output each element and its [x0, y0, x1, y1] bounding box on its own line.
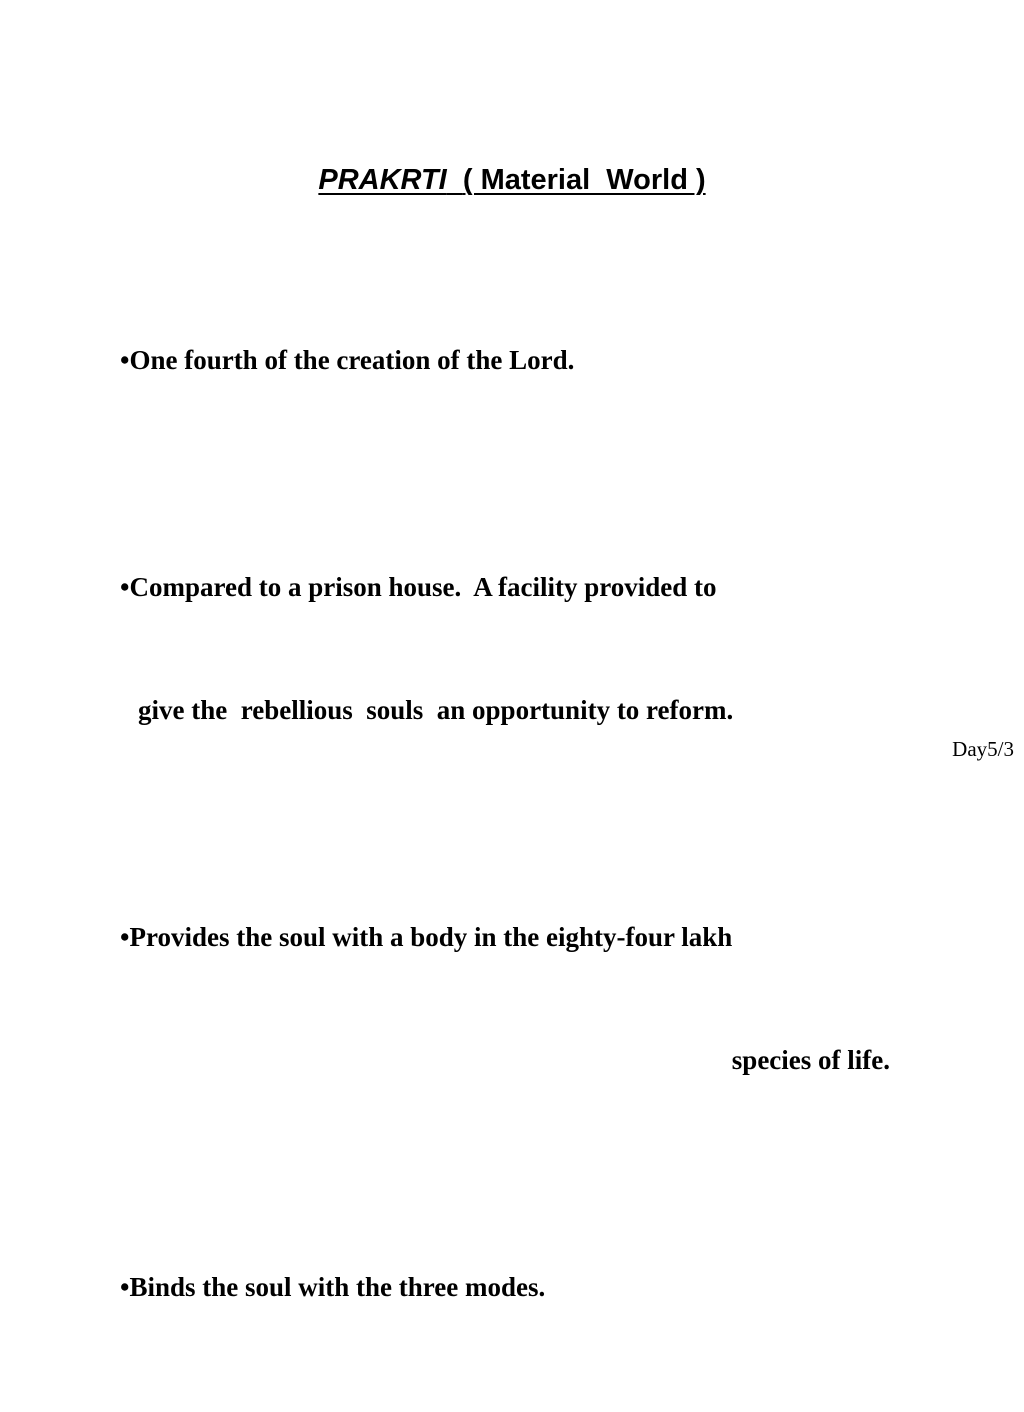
bullet-marker: •	[120, 345, 130, 375]
bullet-marker: •	[120, 1272, 130, 1302]
bullet-text-continuation: give the rebellious souls an opportunity to reform.	[138, 695, 734, 725]
bullet-marker: •	[120, 572, 130, 602]
bullet-marker: •	[120, 922, 130, 952]
title-main: PRAKRTI	[318, 164, 447, 196]
bullet-text: One fourth of the creation of the Lord.	[129, 345, 575, 375]
bullet-item	[120, 258, 910, 463]
slide-title	[0, 160, 1024, 200]
bullet-list	[120, 258, 910, 1412]
bullet-text-continuation: species of life.	[731, 1045, 890, 1075]
bullet-text: Binds the soul with the three modes.	[129, 1272, 546, 1302]
bullet-text: Provides the soul with a body in the eighty-four lakh	[129, 922, 733, 952]
bullet-item	[120, 835, 910, 1163]
bullet-item	[120, 1185, 910, 1390]
bullet-text: Compared to a prison house. A facility provided to	[129, 572, 717, 602]
title-subtitle: ( Material World )	[462, 164, 706, 196]
bullet-item	[120, 485, 910, 813]
slide-footer-label: Day5/3	[952, 737, 1014, 761]
